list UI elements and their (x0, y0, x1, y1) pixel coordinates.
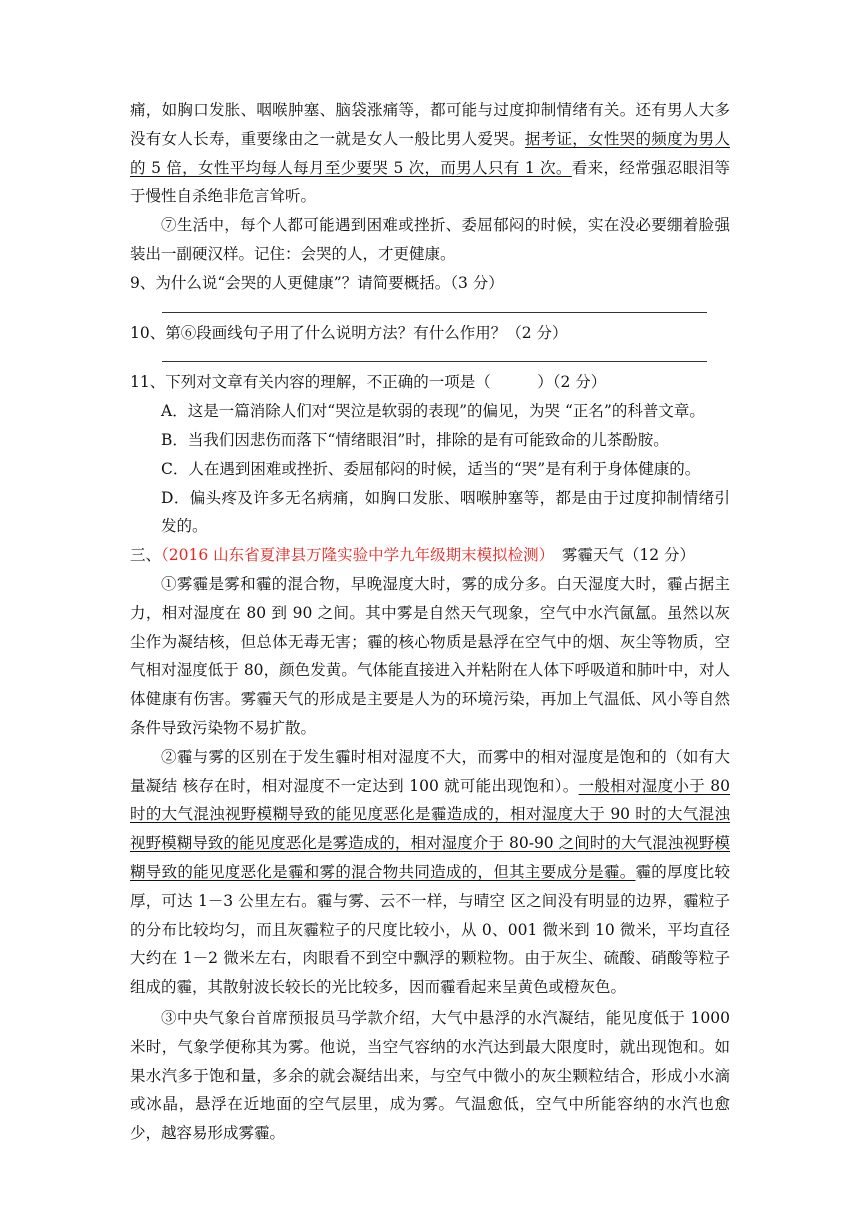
smog-paragraph-2 (130, 743, 730, 1002)
document-body (130, 96, 730, 1148)
option-b: B．当我们因悲伤而落下“情绪眼泪”时，排除的是有可能致命的儿茶酚胺。 (161, 430, 669, 449)
option-c: C．人在遇到困难或挫折、委屈郁闷的时候，适当的“哭”是有利于身体健康的。 (161, 459, 701, 478)
question-11-stem: 11、下列对文章有关内容的理解，不正确的一项是（ ）（2 分） (130, 373, 607, 392)
section-source: （2016 山东省夏津县万隆实验中学九年级期末模拟检测） (161, 546, 547, 565)
p6-text-b: 看来，经常强忍眼泪等于慢性自杀绝非危言耸听。 (130, 158, 730, 206)
smog-paragraph-1: ①雾霾是雾和霾的混合物，早晚湿度大时，雾的成分多。白天湿度大时，霾占据主力，相对湿度在 80 到 90 之间。其中雾是自然天气现象，空气中水汽氤氲。虽然以灰尘作为凝结核，但总体无毒无害；霾的核心物质是悬浮在空气中的烟、灰尘等物质，空气相对湿度低于 80，颜色发黄。气体能直接进入并粘附在人体下呼吸道和肺叶中，对人体健康有伤害。雾霾天气的形成是主要是人为的环境污染，再加上气温低、风小等自然条件导致污染物不易扩散。 (130, 574, 730, 737)
option-a: A．这是一篇消除人们对“哭泣是软弱的表现”的偏见，为哭 “正名”的科普文章。 (161, 402, 705, 421)
paragraph-6-continued (130, 96, 730, 211)
answer-line-10[interactable] (162, 361, 707, 362)
p2-text-a: ②霾与雾的区别在于发生霾时相对湿度不大，而雾中的相对湿度是饱和的（如有大量凝结 核存在时，相对湿度不一定达到 100 就可能出现饱和）。 (130, 747, 730, 795)
section-number: 三、 (130, 546, 162, 565)
p6-underlined-sentence: 据考证，女性哭的频度为男人的 5 倍，女性平均每人每月至少要哭 5 次，而男人只有 1 次。 (130, 129, 730, 177)
question-9: 9、为什么说“会哭的人更健康”？请简要概括。（3 分） (130, 273, 504, 292)
section-title: 雾霾天气（12 分） (546, 546, 696, 565)
option-d: D．偏头疼及许多无名病痛，如胸口发胀、咽喉肿塞等，都是由于过度抑制情绪引发的。 (161, 488, 730, 536)
answer-line-9[interactable] (162, 312, 707, 313)
paragraph-7: ⑦生活中，每个人都可能遇到困难或挫折、委屈郁闷的时候，实在没必要绷着脸强装出一副硬汉样。记住：会哭的人，才更健康。 (130, 216, 730, 263)
p6-text-a: 痛，如胸口发胀、咽喉肿塞、脑袋涨痛等，都可能与过度抑制情绪有关。还有男人大多没有女人长寿，重要缘由之一就是女人一般比男人爱哭。 (130, 101, 730, 148)
p2-text-b: 霾的厚度比较厚，可达 1－3 公里左右。霾与雾、云不一样，与晴空 区之间没有明显的边界，霾粒子的分布比较均匀，而且灰霾粒子的尺度比较小，从 0、001 微米到 10 微米，平均直径大约在 1－2 微米左右，肉眼看不到空中飘浮的颗粒物。由于灰尘、硫酸、硝酸等粒子组成的霾，其散射波长较长的光比较多，因而霾看起来呈黄色或橙灰色。 (130, 862, 730, 997)
question-10: 10、第⑥段画线句子用了什么说明方法？有什么作用？（2 分） (130, 323, 568, 342)
smog-paragraph-3: ③中央气象台首席预报员马学款介绍，大气中悬浮的水汽凝结，能见度低于 1000 米时，气象学便称其为雾。他说，当空气容纳的水汽达到最大限度时，就出现饱和。如果水汽多于饱和量，多余的就会凝结出来，与空气中微小的灰尘颗粒结合，形成小水滴或冰晶，悬浮在近地面的空气层里，成为雾。气温愈低，空气中所能容纳的水汽也愈少，越容易形成雾霾。 (130, 1008, 730, 1143)
p2-underlined-sentence: 一般相对湿度小于 80 时的大气混浊视野模糊导致的能见度恶化是霾造成的，相对湿度大于 90 时的大气混浊视野模糊导致的能见度恶化是雾造成的，相对湿度介于 80-90 之间时的大气混浊视野模糊导致的能见度恶化是霾和雾的混合物共同造成的，但其主要成分是霾。 (130, 776, 730, 881)
section-3-heading (130, 541, 730, 570)
